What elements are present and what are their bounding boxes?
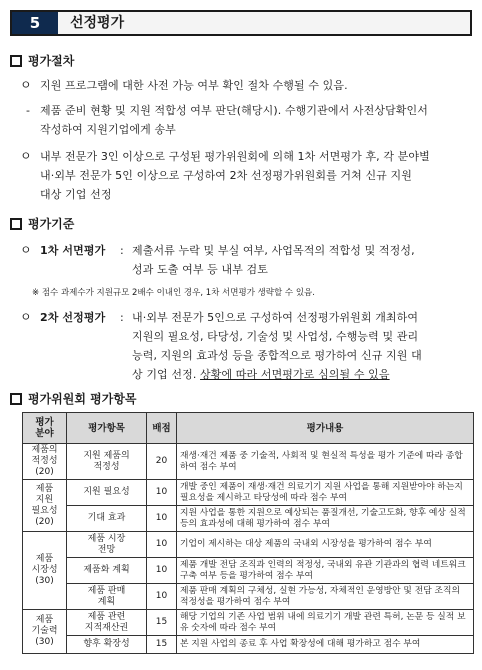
criteria-1-line-2: 성과 도출 여부 등 내부 검토 xyxy=(132,263,268,276)
item-cell: 제품 시장 전망 xyxy=(67,532,147,558)
procedure-sub-line-1: 제품 준비 현황 및 지원 적합성 여부 판단(해당시). 수행기관에서 사전상담확인서 xyxy=(40,104,428,117)
criteria-2-line-2: 지원의 필요성, 타당성, 기술성 및 사업성, 수행능력 및 관리 xyxy=(132,330,419,343)
content-cell: 본 지원 사업의 종료 후 사업 확장성에 대해 평가하고 점수 부여 xyxy=(177,636,474,654)
area-cell: 제품 기술력 (30) xyxy=(23,610,67,654)
content-cell: 기업이 제시하는 대상 제품의 국내외 시장성을 평가하여 점수 부여 xyxy=(177,532,474,558)
committee-heading-text: 평가위원회 평가항목 xyxy=(28,392,137,406)
content-cell: 해당 기업의 기존 사업 범위 내에 의료기기 개발 관련 특허, 논문 등 실적 보유 숫자에 따라 점수 부여 xyxy=(177,610,474,636)
header-area: 평가 분야 xyxy=(23,413,67,444)
square-bullet-icon xyxy=(10,393,22,405)
score-cell: 10 xyxy=(147,558,177,584)
procedure-heading xyxy=(10,52,74,69)
header-content: 평가내용 xyxy=(177,413,474,444)
content-cell: 재생·재건 제품 중 기술적, 사회적 및 현실적 특성을 평가 기준에 따라 종합하여 점수 부여 xyxy=(177,444,474,480)
area-cell: 제품의 적정성 (20) xyxy=(23,444,67,480)
item-cell: 제품 관련 지적재산권 xyxy=(67,610,147,636)
procedure-bullet-1: 지원 프로그램에 대한 사전 가능 여부 확인 절차 수행될 수 있음. xyxy=(40,79,348,92)
procedure-bullet-2-line-1: 내부 전문가 3인 이상으로 구성된 평가위원회에 의해 1차 서면평가 후, 각 분야별 xyxy=(40,150,430,163)
criteria-2-label: 2차 선정평가 xyxy=(40,311,106,324)
score-cell: 20 xyxy=(147,444,177,480)
section-banner xyxy=(10,10,472,36)
score-cell: 10 xyxy=(147,480,177,506)
bullet-mark: ㅇ xyxy=(20,149,32,163)
criteria-heading-text: 평가기준 xyxy=(28,217,75,231)
criteria-2-line-4-plain: 상 기업 선정. xyxy=(132,368,201,381)
table-row xyxy=(23,558,474,584)
colon: : xyxy=(120,311,124,324)
criteria-2-underlined-text: 상황에 따라 서면평가로 심의될 수 있음 xyxy=(200,368,390,381)
criteria-2-line-4 xyxy=(132,365,480,384)
item-cell: 제품화 계획 xyxy=(67,558,147,584)
criteria-2-line-1: 내·외부 전문가 5인으로 구성하여 선정평가위원회 개최하여 xyxy=(132,311,419,324)
committee-heading xyxy=(10,390,137,407)
procedure-sub-line-2: 작성하여 지원기업에게 송부 xyxy=(40,123,176,136)
score-cell: 15 xyxy=(147,636,177,654)
dash-mark: - xyxy=(26,104,31,117)
procedure-heading-text: 평가절차 xyxy=(28,54,75,68)
table-row xyxy=(23,480,474,506)
item-cell: 기대 효과 xyxy=(67,506,147,532)
content-cell: 개발 중인 제품이 재생·재건 의료기기 지원 사업을 통해 지원받아야 하는지 필요성을 제시하고 타당성에 따라 점수 부여 xyxy=(177,480,474,506)
score-cell: 15 xyxy=(147,610,177,636)
procedure-bullet-2-line-2: 내·외부 전문가 5인 이상으로 구성하여 2차 선정평가위원회를 거쳐 신규 지원 xyxy=(40,169,412,182)
procedure-bullet-2-line-3: 대상 기업 선정 xyxy=(40,188,112,201)
item-cell: 지원 제품의 적정성 xyxy=(67,444,147,480)
score-cell: 10 xyxy=(147,532,177,558)
area-cell: 제품 지원 필요성 (20) xyxy=(23,480,67,532)
header-score: 배점 xyxy=(147,413,177,444)
square-bullet-icon xyxy=(10,218,22,230)
bullet-mark: ㅇ xyxy=(20,78,32,92)
header-item: 평가항목 xyxy=(67,413,147,444)
criteria-heading xyxy=(10,215,74,232)
table-header-row xyxy=(23,413,474,444)
section-title: 선정평가 xyxy=(70,15,125,31)
colon: : xyxy=(120,244,124,257)
bullet-mark: ㅇ xyxy=(20,243,32,257)
bullet-mark: ㅇ xyxy=(20,310,32,324)
item-cell: 제품 판매 계획 xyxy=(67,584,147,610)
item-cell: 향후 확장성 xyxy=(67,636,147,654)
score-cell: 10 xyxy=(147,506,177,532)
criteria-1-label: 1차 서면평가 xyxy=(40,244,106,257)
evaluation-table xyxy=(22,412,474,654)
score-cell: 10 xyxy=(147,584,177,610)
square-bullet-icon xyxy=(10,55,22,67)
item-cell: 지원 필요성 xyxy=(67,480,147,506)
area-cell: 제품 시장성 (30) xyxy=(23,532,67,610)
content-cell: 제품 판매 계획의 구체성, 실현 가능성, 자체적인 운영방안 및 전담 조직의 적정성을 평가하여 점수 부여 xyxy=(177,584,474,610)
table-row xyxy=(23,610,474,636)
content-cell: 제품 개발 전담 조직과 인력의 적정성, 국내외 유관 기관과의 협력 네트워크 구축 여부 등을 평가하여 점수 부여 xyxy=(177,558,474,584)
section-number: 5 xyxy=(12,12,58,34)
table-row xyxy=(23,444,474,480)
criteria-2-line-3: 능력, 지원의 효과성 등을 종합적으로 평가하여 신규 지원 대 xyxy=(132,349,422,362)
table-row xyxy=(23,584,474,610)
criteria-1-line-1: 제출서류 누락 및 부실 여부, 사업목적의 적합성 및 적정성, xyxy=(132,244,415,257)
table-row xyxy=(23,532,474,558)
table-row xyxy=(23,636,474,654)
criteria-note: ※ 점수 과제수가 지원규모 2배수 이내인 경우, 1차 서면평가 생략할 수 있음. xyxy=(32,288,315,298)
content-cell: 지원 사업을 통한 지원으로 예상되는 품질개선, 기술고도화, 향후 예상 실적 등의 효과성에 대해 평가하여 점수 부여 xyxy=(177,506,474,532)
table-row xyxy=(23,506,474,532)
